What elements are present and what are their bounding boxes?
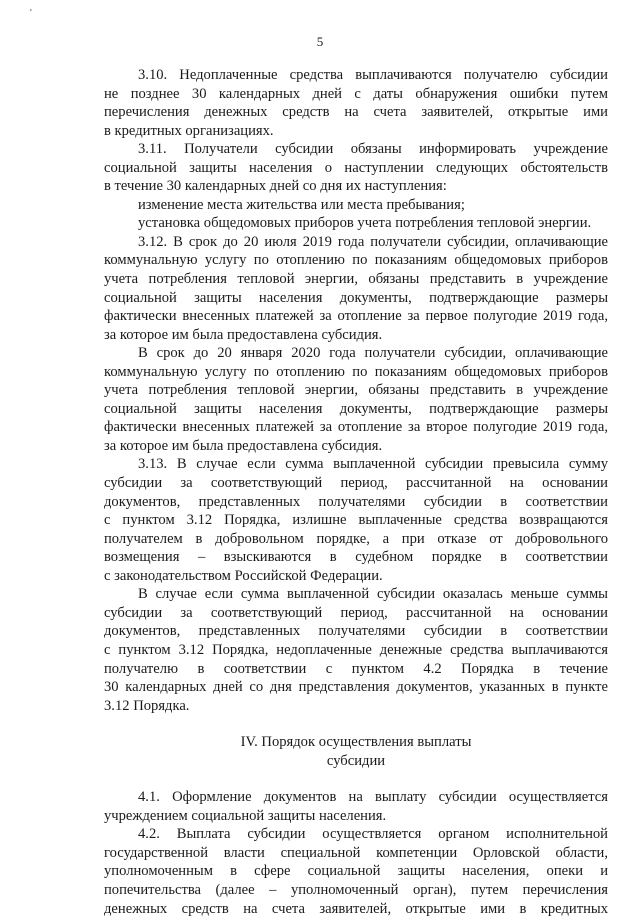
paragraph-4-1 bbox=[104, 788, 608, 825]
text-line: возмещения – взыскиваются в судебном порядке в соответствии bbox=[104, 549, 608, 566]
text-line: 3.12. В срок до 20 июля 2019 года получатели субсидии, оплачивающие bbox=[138, 233, 608, 250]
text-line: попечительства (далее – уполномоченный орган), путем перечисления bbox=[104, 881, 608, 898]
paragraph-4-2 bbox=[104, 825, 608, 918]
text-line: фактически внесенных платежей за отопление за второе полугодие 2019 года, bbox=[104, 419, 608, 436]
text-line: учреждением социальной защиты населения. bbox=[104, 807, 387, 824]
section-heading-continued: субсидии bbox=[326, 752, 386, 769]
document-body bbox=[104, 66, 608, 918]
text-line: в кредитных организациях. bbox=[104, 122, 274, 139]
text-line: В срок до 20 января 2020 года получатели субсидии, оплачивающие bbox=[138, 345, 608, 362]
text-line: в течение 30 календарных дней со дня их наступления: bbox=[104, 178, 447, 195]
scan-mark: ' bbox=[30, 8, 32, 19]
text-line: коммунальную услугу по отоплению по показаниям общедомовых приборов bbox=[104, 363, 608, 380]
text-line: социальной защиты населения о наступлении следующих обстоятельств bbox=[104, 159, 608, 176]
text-line: субсидии за соответствующий период, рассчитанной на основании bbox=[104, 604, 608, 621]
text-line: коммунальную услугу по отоплению по показаниям общедомовых приборов bbox=[104, 252, 608, 269]
text-line: учета потребления тепловой энергии, обязаны представить в учреждение bbox=[104, 382, 608, 399]
list-item-meter-installation: установка общедомовых приборов учета потребления тепловой энергии. bbox=[138, 215, 592, 232]
text-line: 3.13. В случае если сумма выплаченной субсидии превысила сумму bbox=[138, 456, 608, 473]
text-line: получателем в добровольном порядке, а при отказе от добровольного bbox=[104, 530, 608, 547]
text-line: фактически внесенных платежей за отопление за первое полугодие 2019 года, bbox=[104, 308, 608, 325]
text-line: денежных средств на счета заявителей, открытые ими в кредитных bbox=[104, 900, 608, 917]
text-line: социальной защиты населения документы, подтверждающие размеры bbox=[104, 400, 608, 417]
text-line: не позднее 30 календарных дней с даты обнаружения ошибки путем bbox=[104, 85, 608, 102]
text-line: уполномоченным в сфере социальной защиты населения, опеки и bbox=[104, 863, 608, 880]
text-line: за которое им была предоставлена субсидия. bbox=[104, 437, 383, 454]
text-line: 4.1. Оформление документов на выплату субсидии осуществляется bbox=[138, 789, 608, 806]
text-line: социальной защиты населения документы, подтверждающие размеры bbox=[104, 289, 608, 306]
list-item-residence-change: изменение места жительства или места пребывания; bbox=[138, 196, 465, 213]
text-line: документов, представленных получателями субсидии в соответствии bbox=[104, 493, 608, 510]
text-line: 3.10. Недоплаченные средства выплачиваются получателю субсидии bbox=[138, 67, 608, 83]
text-line: с пунктом 3.12 Порядка, недоплаченные денежные средства выплачиваются bbox=[104, 641, 608, 658]
paragraph-3-10 bbox=[104, 66, 608, 140]
section-heading: IV. Порядок осуществления выплаты bbox=[240, 734, 472, 751]
paragraph-3-13 bbox=[104, 455, 608, 585]
paragraph-3-13-second bbox=[104, 585, 608, 715]
page-number: 5 bbox=[316, 34, 324, 49]
text-line: документов, представленных получателями субсидии в соответствии bbox=[104, 623, 608, 640]
text-line: с законодательством Российской Федерации. bbox=[104, 567, 383, 584]
text-line: В случае если сумма выплаченной субсидии оказалась меньше суммы bbox=[138, 586, 608, 603]
text-line: субсидии за соответствующий период, рассчитанной на основании bbox=[104, 475, 608, 492]
text-line: получателю в соответствии с пунктом 4.2 Порядка в течение bbox=[104, 660, 608, 677]
paragraph-3-12-second bbox=[104, 344, 608, 455]
text-line: 3.11. Получатели субсидии обязаны информировать учреждение bbox=[138, 141, 608, 158]
text-line: перечисления денежных средств на счета заявителей, открытые ими bbox=[104, 104, 608, 121]
text-line: 4.2. Выплата субсидии осуществляется органом исполнительной bbox=[138, 826, 608, 843]
text-line: с пунктом 3.12 Порядка, излишне выплаченные средства возвращаются bbox=[104, 512, 608, 529]
text-line: за которое им была предоставлена субсидия. bbox=[104, 326, 383, 343]
paragraph-3-12 bbox=[104, 233, 608, 344]
text-line: государственной власти специальной компетенции Орловской области, bbox=[104, 844, 608, 861]
text-line: 30 календарных дней со дня представления документов, указанных в пункте bbox=[104, 679, 608, 696]
text-line: 3.12 Порядка. bbox=[104, 697, 190, 714]
paragraph-3-11 bbox=[104, 140, 608, 196]
text-line: учета потребления тепловой энергии, обязаны представить в учреждение bbox=[104, 271, 608, 288]
